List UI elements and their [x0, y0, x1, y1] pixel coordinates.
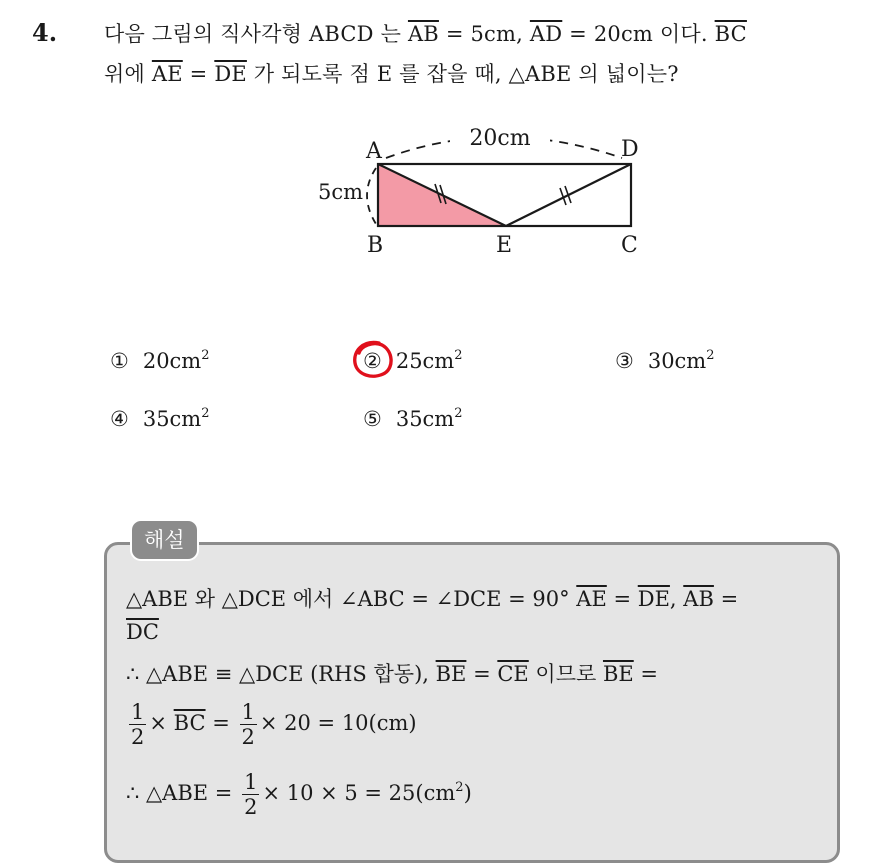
vertex-d: D: [621, 137, 639, 162]
choice-number: ④: [110, 407, 129, 431]
question-text: 위에: [104, 62, 152, 86]
choice-number: ③: [615, 349, 634, 373]
choice-sup: 2: [454, 406, 463, 421]
fraction-half: [240, 700, 257, 749]
solution-line-1: [126, 583, 738, 613]
solution-text: × 10 × 5 = 25(cm: [262, 781, 456, 805]
solution-text: =: [713, 587, 739, 611]
answer-circle-mark: [349, 337, 399, 383]
segment-bc: $\overline{BC}$: [173, 711, 206, 735]
segment-ab: $\overline{AB}$: [407, 22, 439, 46]
segment-ce: $\overline{CE}$: [497, 662, 529, 686]
segment-be: $\overline{BE}$: [435, 662, 467, 686]
denominator: 2: [244, 795, 258, 819]
vertex-a: A: [366, 139, 382, 164]
solution-tab: 해설: [130, 519, 199, 561]
question-line-1: [104, 18, 747, 48]
choice-4[interactable]: [110, 407, 210, 431]
denominator: 2: [241, 725, 255, 749]
solution-text: △ABE 와 △DCE 에서 ∠ABC = ∠DCE = 90°: [126, 587, 577, 611]
solution-line-5: [126, 770, 472, 819]
solution-text: =: [466, 662, 498, 686]
solution-text: 이므로: [528, 662, 603, 686]
choice-1[interactable]: [110, 349, 210, 373]
denominator: 2: [131, 725, 145, 749]
choice-3[interactable]: [615, 349, 715, 373]
choice-sup: 2: [201, 348, 210, 363]
solution-text: =: [606, 587, 638, 611]
dimension-arc-left: [367, 168, 376, 224]
segment-bc: $\overline{BC}$: [714, 22, 747, 46]
numerator: 1: [241, 700, 255, 724]
numerator: 1: [244, 770, 258, 794]
segment-ae: $\overline{AE}$: [576, 587, 607, 611]
solution-text: =: [633, 662, 659, 686]
solution-text: =: [205, 711, 237, 735]
solution-text: ∴ △ABE =: [126, 781, 240, 805]
choice-text: 25cm: [395, 349, 455, 373]
choice-text: 35cm: [142, 407, 202, 431]
choice-number: ①: [110, 349, 129, 373]
solution-sup: 2: [455, 780, 464, 795]
segment-ab: $\overline{AB}$: [683, 587, 714, 611]
question-text: = 5cm,: [438, 22, 530, 46]
solution-line-4: [126, 700, 417, 749]
segment-ad: $\overline{AD}$: [529, 22, 563, 46]
choice-sup: 2: [454, 348, 463, 363]
choice-sup: 2: [201, 406, 210, 421]
question-text: =: [182, 62, 215, 86]
solution-text: ,: [669, 587, 684, 611]
numerator: 1: [131, 700, 145, 724]
label-5cm: 5cm: [318, 180, 364, 204]
vertex-c: C: [621, 233, 638, 258]
solution-text: ): [463, 781, 472, 805]
segment-be: $\overline{BE}$: [602, 662, 634, 686]
fraction-half: [129, 700, 146, 749]
choice-text: 30cm: [647, 349, 707, 373]
choice-text: 20cm: [142, 349, 202, 373]
solution-line-2: [126, 620, 159, 644]
label-20cm: 20cm: [469, 126, 531, 151]
choice-sup: 2: [706, 348, 715, 363]
solution-line-3: [126, 658, 658, 688]
solution-text: × 20 = 10(cm): [259, 711, 417, 735]
vertex-e: E: [496, 233, 513, 258]
vertex-b: B: [367, 233, 384, 258]
question-text: = 20cm 이다.: [562, 22, 715, 46]
segment-de: $\overline{DE}$: [214, 62, 247, 86]
choice-number: ②: [363, 349, 382, 373]
segment-de: $\overline{DE}$: [637, 587, 670, 611]
question-text: 가 되도록 점 E 를 잡을 때, △ABE 의 넓이는?: [246, 62, 679, 86]
question-line-2: [104, 58, 679, 88]
choice-text: 35cm: [395, 407, 455, 431]
solution-text: ×: [149, 711, 174, 735]
segment-dc: $\overline{DC}$: [126, 620, 159, 644]
segment-ae: $\overline{AE}$: [151, 62, 183, 86]
choice-5[interactable]: [363, 407, 463, 431]
question-text: 다음 그림의 직사각형 ABCD 는: [104, 22, 408, 46]
question-number: 4.: [32, 18, 58, 47]
rectangle-figure: [300, 118, 660, 268]
solution-text: ∴ △ABE ≡ △DCE (RHS 합동),: [126, 662, 436, 686]
choice-number: ⑤: [363, 407, 382, 431]
fraction-half: [242, 770, 259, 819]
